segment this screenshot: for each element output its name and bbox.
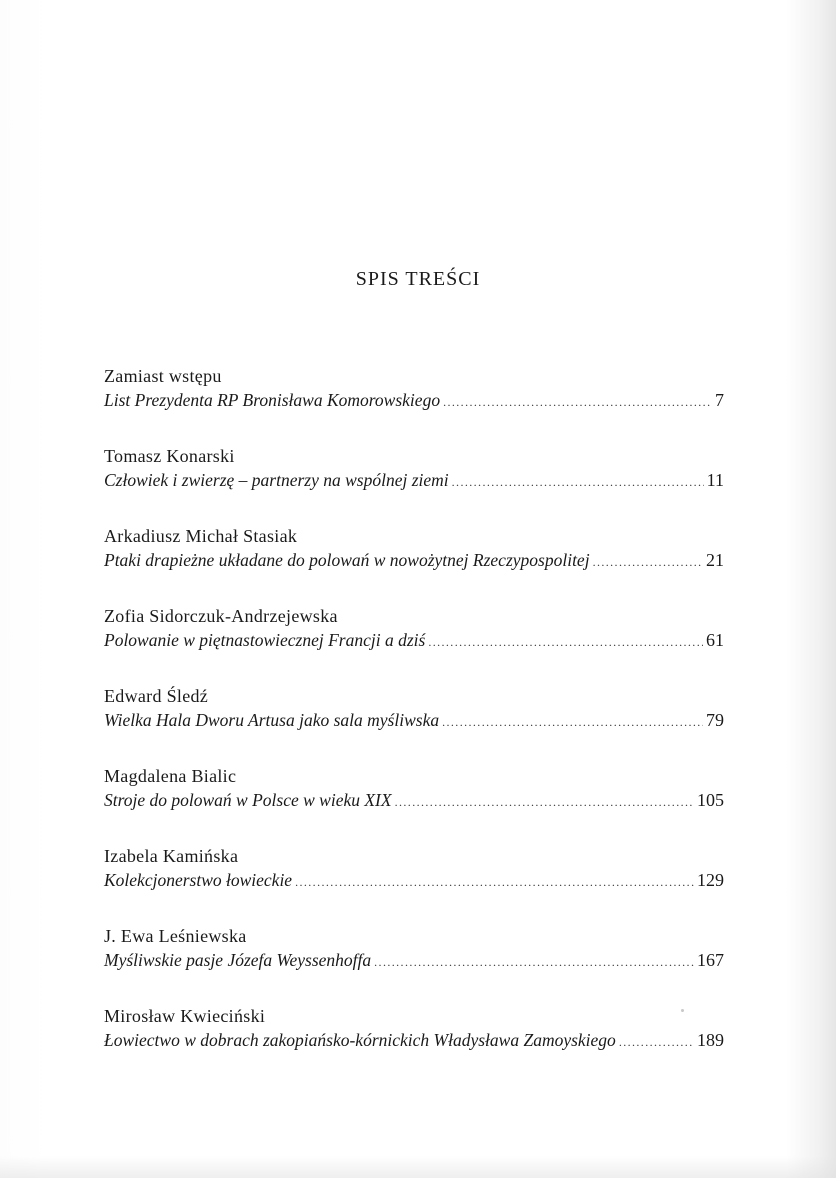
entry-page-number: 105 xyxy=(697,790,724,810)
entry-author: Magdalena Bialic xyxy=(104,766,237,786)
toc-entry xyxy=(104,684,724,733)
entry-page-number: 11 xyxy=(706,470,724,490)
entry-title: Wielka Hala Dworu Artusa jako sala myśliwska xyxy=(104,710,440,730)
entry-title: Łowiectwo w dobrach zakopiańsko-kórnickich Władysława Zamoyskiego xyxy=(104,1030,616,1050)
entry-page-number: 189 xyxy=(697,1030,724,1050)
dot-leader xyxy=(593,550,703,575)
toc-entry xyxy=(104,524,724,573)
entry-author: Zofia Sidorczuk-Andrzejewska xyxy=(104,606,338,626)
entry-page-number: 79 xyxy=(706,710,724,730)
entry-title: Kolekcjonerstwo łowieckie xyxy=(104,870,293,890)
toc-entry xyxy=(104,764,724,813)
entry-line xyxy=(104,548,724,573)
toc-title: SPIS TREŚCI xyxy=(355,268,481,290)
entry-title: Ptaki drapieżne układane do polowań w nowożytnej Rzeczypospolitej xyxy=(104,550,590,570)
dot-leader xyxy=(395,790,694,815)
entry-author: Tomasz Konarski xyxy=(104,446,235,466)
entry-line xyxy=(104,1028,724,1053)
entry-line xyxy=(104,868,724,893)
toc-entry xyxy=(104,844,724,893)
entry-line xyxy=(104,788,724,813)
entry-title: Polowanie w piętnastowiecznej Francji a dziś xyxy=(104,630,426,650)
entry-line xyxy=(104,628,724,653)
dot-leader xyxy=(428,630,703,655)
dot-leader xyxy=(295,870,694,895)
dot-leader xyxy=(443,390,712,415)
entry-author: J. Ewa Leśniewska xyxy=(104,926,247,946)
entry-author: Zamiast wstępu xyxy=(104,366,222,386)
entry-line xyxy=(104,388,724,413)
entry-author: Izabela Kamińska xyxy=(104,846,239,866)
toc-entry xyxy=(104,364,724,413)
entry-line xyxy=(104,948,724,973)
entry-author: Arkadiusz Michał Stasiak xyxy=(104,526,298,546)
toc-entry xyxy=(104,1004,724,1053)
entry-author: Mirosław Kwieciński xyxy=(104,1006,266,1026)
entry-page-number: 61 xyxy=(706,630,724,650)
page-edge-shadow xyxy=(0,1156,836,1178)
entry-page-number: 129 xyxy=(697,870,724,890)
dot-leader xyxy=(452,470,704,495)
entry-line xyxy=(104,468,724,493)
entry-page-number: 7 xyxy=(715,390,724,410)
entry-line xyxy=(104,708,724,733)
table-of-contents xyxy=(104,364,724,1053)
entry-author: Edward Śledź xyxy=(104,686,209,706)
toc-entry xyxy=(104,444,724,493)
toc-entry xyxy=(104,604,724,653)
entry-title: List Prezydenta RP Bronisława Komorowskiego xyxy=(104,390,441,410)
dot-leader xyxy=(619,1030,694,1055)
toc-entry xyxy=(104,924,724,973)
entry-page-number: 167 xyxy=(697,950,724,970)
entry-title: Człowiek i zwierzę – partnerzy na wspólnej ziemi xyxy=(104,470,449,490)
entry-title: Myśliwskie pasje Józefa Weyssenhoffa xyxy=(104,950,372,970)
entry-title: Stroje do polowań w Polsce w wieku XIX xyxy=(104,790,392,810)
paper-speck xyxy=(681,1009,684,1012)
dot-leader xyxy=(374,950,694,975)
dot-leader xyxy=(442,710,703,735)
entry-page-number: 21 xyxy=(706,550,724,570)
